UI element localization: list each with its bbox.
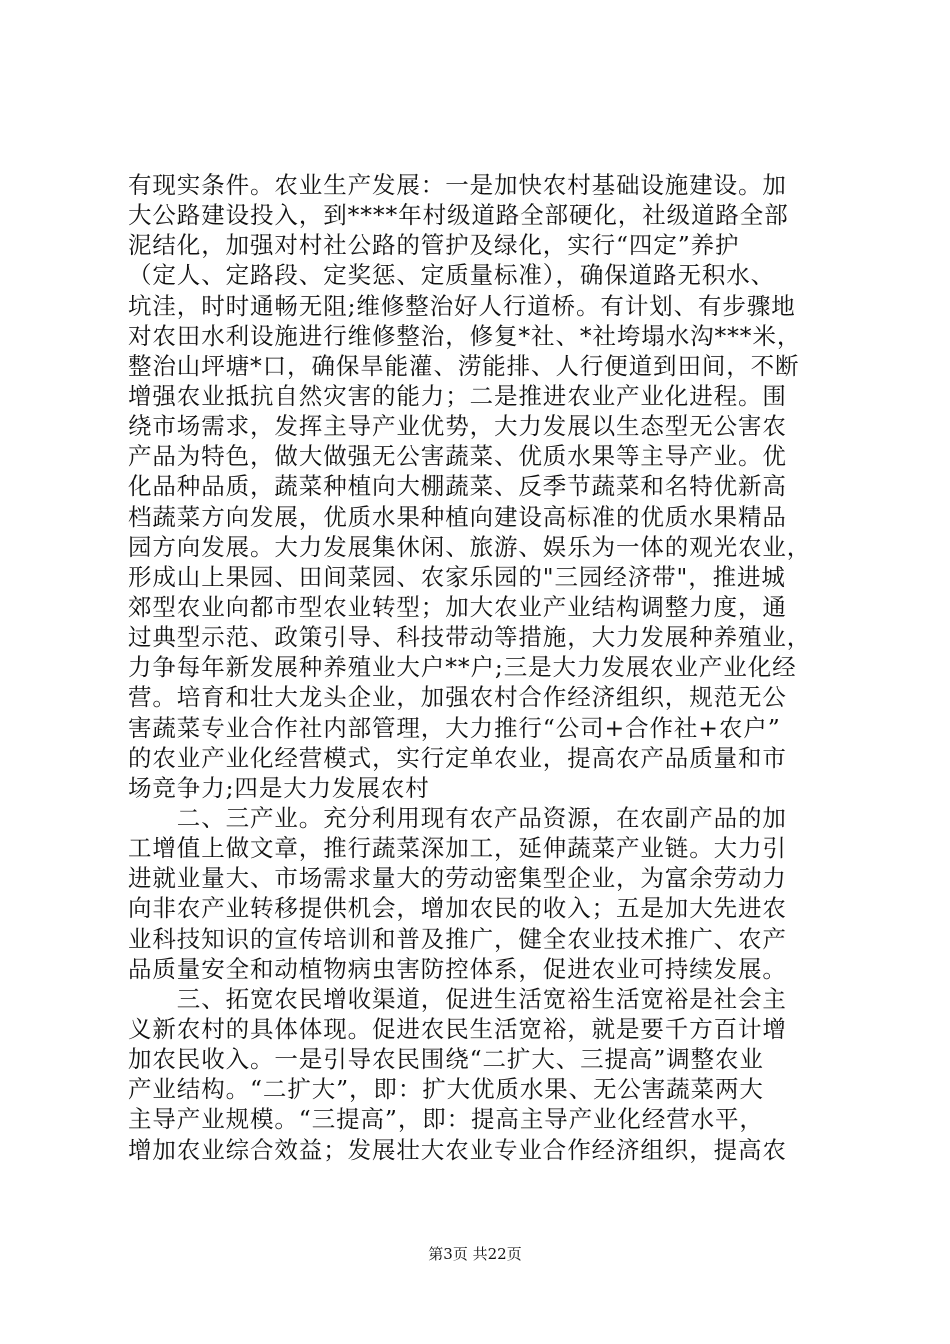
- text-line: 加农民收入。一是引导农民围绕“二扩大、三提高”调整农业: [128, 1045, 764, 1074]
- text-line: （定人、定路段、定奖惩、定质量标准），确保道路无积水、: [128, 261, 776, 290]
- text-line: 产品为特色，做大做强无公害蔬菜、优质水果等主导产业。优: [128, 442, 787, 471]
- text-line: 业科技知识的宣传培训和普及推广，健全农业技术推广、农产: [128, 924, 787, 953]
- text-line: 进就业量大、市场需求量大的劳动密集型企业，为富余劳动力: [128, 864, 787, 893]
- text-line: 三、拓宽农民增收渠道，促进生活宽裕生活宽裕是社会主: [128, 984, 787, 1013]
- text-line: 绕市场需求，发挥主导产业优势，大力发展以生态型无公害农: [128, 412, 787, 441]
- text-line: 义新农村的具体体现。促进农民生活宽裕，就是要千方百计增: [128, 1014, 787, 1043]
- text-line: 害蔬菜专业合作社内部管理，大力推行“公司+合作社+农户”: [128, 713, 781, 742]
- text-line: 大公路建设投入，到****年村级道路全部硬化，社级道路全部: [128, 201, 789, 230]
- document-body: [128, 170, 828, 1165]
- text-line: 档蔬菜方向发展，优质水果种植向建设高标准的优质水果精品: [128, 502, 787, 531]
- page-number-footer: 第3页 共22页: [428, 1245, 522, 1263]
- text-line: 工增值上做文章，推行蔬菜深加工，延伸蔬菜产业链。大力引: [128, 834, 787, 863]
- text-line: 对农田水利设施进行维修整治，修复*社、*社垮塌水沟***米，: [128, 321, 802, 350]
- text-line: 力争每年新发展种养殖业大户**户;三是大力发展农业产业化经: [128, 653, 797, 682]
- text-line: 坑洼，时时通畅无阻;维修整治好人行道桥。有计划、有步骤地: [128, 291, 796, 320]
- text-line: 增强农业抵抗自然灾害的能力；二是推进农业产业化进程。围: [128, 381, 787, 410]
- text-line: 增加农业综合效益；发展壮大农业专业合作经济组织，提高农: [128, 1135, 787, 1164]
- text-line: 向非农产业转移提供机会，增加农民的收入；五是加大先进农: [128, 894, 787, 923]
- text-line: 二、三产业。充分利用现有农产品资源，在农副产品的加: [128, 803, 787, 832]
- text-line: 整治山坪塘*口，确保旱能灌、涝能排、人行便道到田间，不断: [128, 351, 800, 380]
- text-line: 过典型示范、政策引导、科技带动等措施，大力发展种养殖业，: [128, 623, 812, 652]
- text-line: 品质量安全和动植物病虫害防控体系，促进农业可持续发展。: [128, 954, 787, 983]
- text-line: 郊型农业向都市型农业转型；加大农业产业结构调整力度，通: [128, 592, 787, 621]
- text-line: 营。培育和壮大龙头企业，加强农村合作经济组织，规范无公: [128, 683, 787, 712]
- text-line: 产业结构。“二扩大”，即：扩大优质水果、无公害蔬菜两大: [128, 1075, 764, 1104]
- text-line: 主导产业规模。“三提高”，即：提高主导产业化经营水平，: [128, 1105, 764, 1134]
- text-line: 形成山上果园、田间菜园、农家乐园的"三园经济带"，推进城: [128, 562, 786, 591]
- text-line: 园方向发展。大力发展集休闲、旅游、娱乐为一体的观光农业，: [128, 532, 812, 561]
- text-line: 的农业产业化经营模式，实行定单农业，提高农产品质量和市: [128, 743, 787, 772]
- text-line: 有现实条件。农业生产发展：一是加快农村基础设施建设。加: [128, 171, 787, 199]
- text-line: 场竞争力;四是大力发展农村: [128, 773, 430, 802]
- text-line: 泥结化，加强对村社公路的管护及绿化，实行“四定”养护: [128, 231, 740, 260]
- text-line: 化品种品质，蔬菜种植向大棚蔬菜、反季节蔬菜和名特优新高: [128, 472, 787, 501]
